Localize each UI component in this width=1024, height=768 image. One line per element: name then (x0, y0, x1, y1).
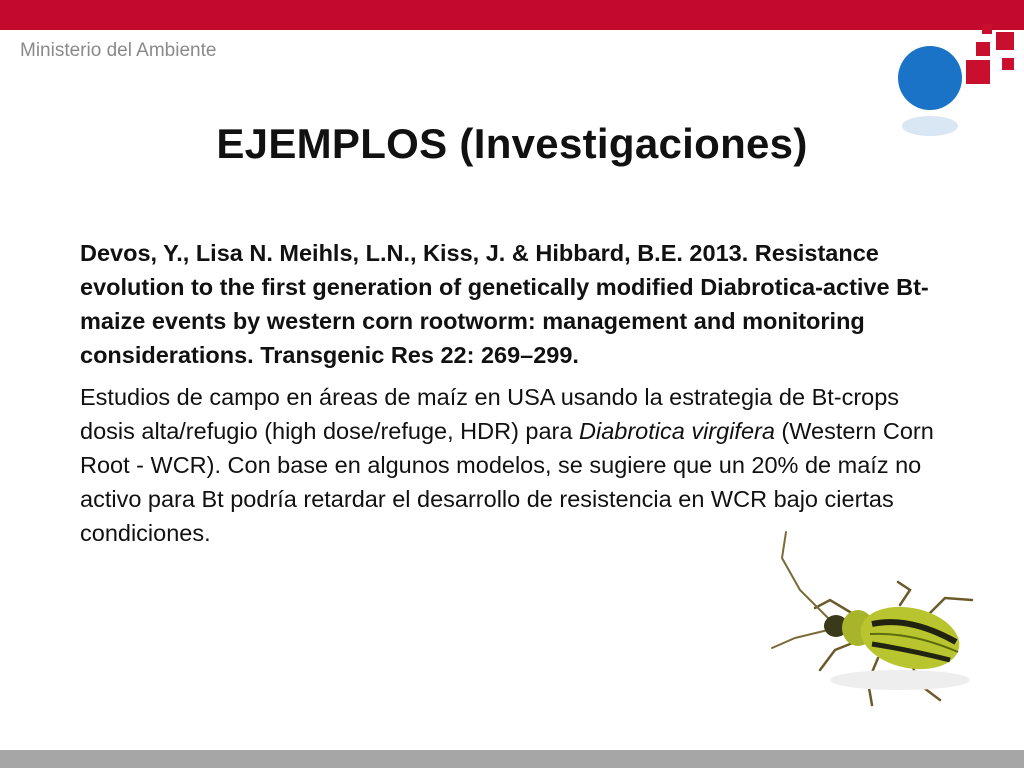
top-accent-bar (0, 0, 1024, 30)
beetle-image (760, 520, 985, 720)
species-name: Diabrotica virgifera (579, 418, 775, 444)
logo-blue-circle (898, 46, 962, 110)
beetle-shadow (830, 670, 970, 690)
bottom-accent-bar (0, 750, 1024, 768)
logo-red-squares (966, 24, 1014, 84)
beetle-antennae (772, 532, 830, 648)
slide-content (80, 236, 950, 550)
organization-name: Ministerio del Ambiente (20, 40, 217, 61)
summary-text-1: Estudios de campo en áreas de maíz en USA usando la estrategia de Bt-crops dosis alta/refugio (high dose/refuge, HDR) para (80, 384, 900, 444)
reference-citation: Devos, Y., Lisa N. Meihls, L.N., Kiss, J. & Hibbard, B.E. 2013. Resistance evolution to the first generation of genetically modified Diabrotica-active Bt-maize events by western corn rootworm: management and monitoring considerations. Transgenic Res 22: 269–299. (80, 240, 929, 368)
slide-title: EJEMPLOS (Investigaciones) (216, 120, 808, 167)
summary-text-2: (Western Corn Root - WCR). Con base en algunos modelos, se sugiere que un 20% de maíz no activo para Bt podría retardar el desarrollo de resistencia en WCR bajo ciertas condiciones. (80, 418, 934, 546)
